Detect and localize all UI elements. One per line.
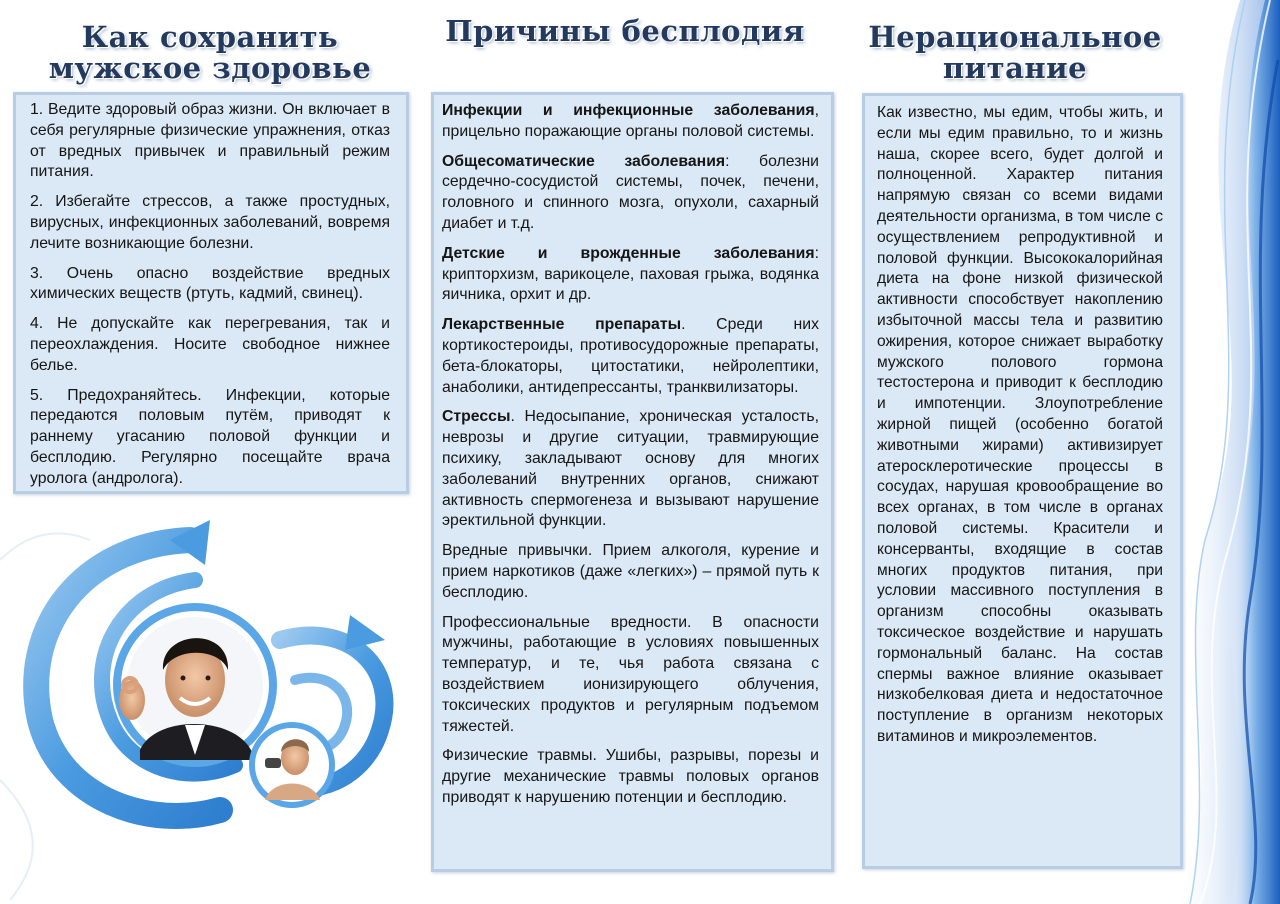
cause-item-text: Профессиональные вредности. В опасности мужчины, работающие в условиях повышенных температур, и те, чья работа связана с воздействием ионизирующего облучения, токсических продуктов и регулярным подъемом тяжестей. (442, 613, 819, 735)
panel-male-health-tips (13, 92, 409, 494)
tip-item: 4. Не допускайте как перегревания, так и переохлаждения. Носите свободное нижнее белье. (30, 315, 390, 374)
title-male-health: Как сохранить мужское здоровье (48, 20, 372, 85)
cause-item (442, 152, 819, 235)
cause-item-text: Физические травмы. Ушибы, разрывы, порезы и другие механические травмы половых органов приводят к нарушению потенции и бесплодию. (442, 747, 819, 806)
title-irrational-nutrition: Нерациональное питание (868, 20, 1162, 85)
cause-item-heading: Детские и врожденные заболевания (442, 244, 815, 262)
tip-item: 2. Избегайте стрессов, а также простудных, вирусных, инфекционных заболеваний, вовремя лечите возникающие болезни. (30, 193, 390, 252)
title-infertility-causes: Причины бесплодия (445, 14, 805, 48)
cause-item (442, 101, 819, 143)
cause-item-text: Вредные привычки. Прием алкоголя, курение и прием наркотиков (даже «легких») – прямой путь к бесплодию. (442, 542, 819, 601)
nutrition-text: Как известно, мы едим, чтобы жить, и если мы едим правильно, то и жизнь наша, скорее всего, будет долгой и полноценной. Характер питания напрямую связан со всеми видами деятельности организма, в том числе с осуществлением репродуктивной и половой функции. Высококалорийная диета на фоне низкой физической активности способствует накоплению избыточной массы тела и развитию ожирения, которое снижает выработку мужского полового гормона тестостерона и приводит к бесплодию и импотенции. Злоупотребление жирной пищей (особенно богатой животными жирами) активизирует атеросклеротические процессы в сосудах, нарушая кровообращение во всех органах, в том числе в органах половой системы. Красители и консерванты, входящие в состав многих продуктов питания, при условии массивного поступления в организм способны оказывать токсическое воздействие и нарушать гормональный баланс. На состав спермы важное влияние оказывает низкобелковая диета и недостаточное поступление в организм некоторых витаминов и микроэлементов. (877, 104, 1163, 745)
cause-item (442, 746, 819, 808)
tip-item: 3. Очень опасно воздействие вредных химических веществ (ртуть, кадмий, свинец). (30, 264, 390, 303)
cause-item-text: . Среди них кортикостероиды, противосудорожные препараты, бета-блокаторы, цитостатики, нейролептики, анаболики, антидепрессанты, транквилизаторы. (442, 316, 819, 396)
cause-item (442, 541, 819, 603)
cause-item (442, 315, 819, 398)
cause-item-text: : болезни сердечно-сосудистой системы, почек, печени, головного и спинного мозга, опухоли, сахарный диабет и т.д. (442, 152, 819, 232)
man-portrait-swirl-illustration (20, 520, 410, 850)
tip-item: 5. Предохраняйтесь. Инфекции, которые передаются половым путём, приводят к раннему угасанию половой функции и бесплодию. Регулярно посещайте врача уролога (андролога). (30, 386, 390, 487)
cause-item-heading: Инфекции и инфекционные заболевания (442, 102, 815, 119)
cause-item (442, 613, 819, 738)
cause-item-text: , прицельно поражающие органы половой системы. (442, 102, 819, 140)
cause-item (442, 244, 819, 306)
panel-irrational-nutrition (862, 93, 1183, 869)
tip-item: 1. Ведите здоровый образ жизни. Он включает в себя регулярные физические упражнения, отказ от вредных привычек и правильный режим питания. (30, 101, 390, 181)
cause-item-text: . Недосыпание, хроническая усталость, неврозы и другие ситуации, травмирующие психику, закладывают основу для многих заболеваний внутренних органов, снижают активность спермогенеза и вызывают нарушение эректильной функции. (442, 408, 819, 530)
cause-item-heading: Стрессы (442, 408, 511, 426)
cause-item-heading: Лекарственные препараты (442, 316, 682, 334)
cause-item-text: : крипторхизм, варикоцеле, паховая грыжа, водянка яичника, орхит и др. (442, 244, 819, 304)
cause-item-heading: Общесоматические заболевания (442, 152, 726, 170)
cause-item (442, 407, 819, 532)
panel-infertility-causes (431, 92, 834, 872)
